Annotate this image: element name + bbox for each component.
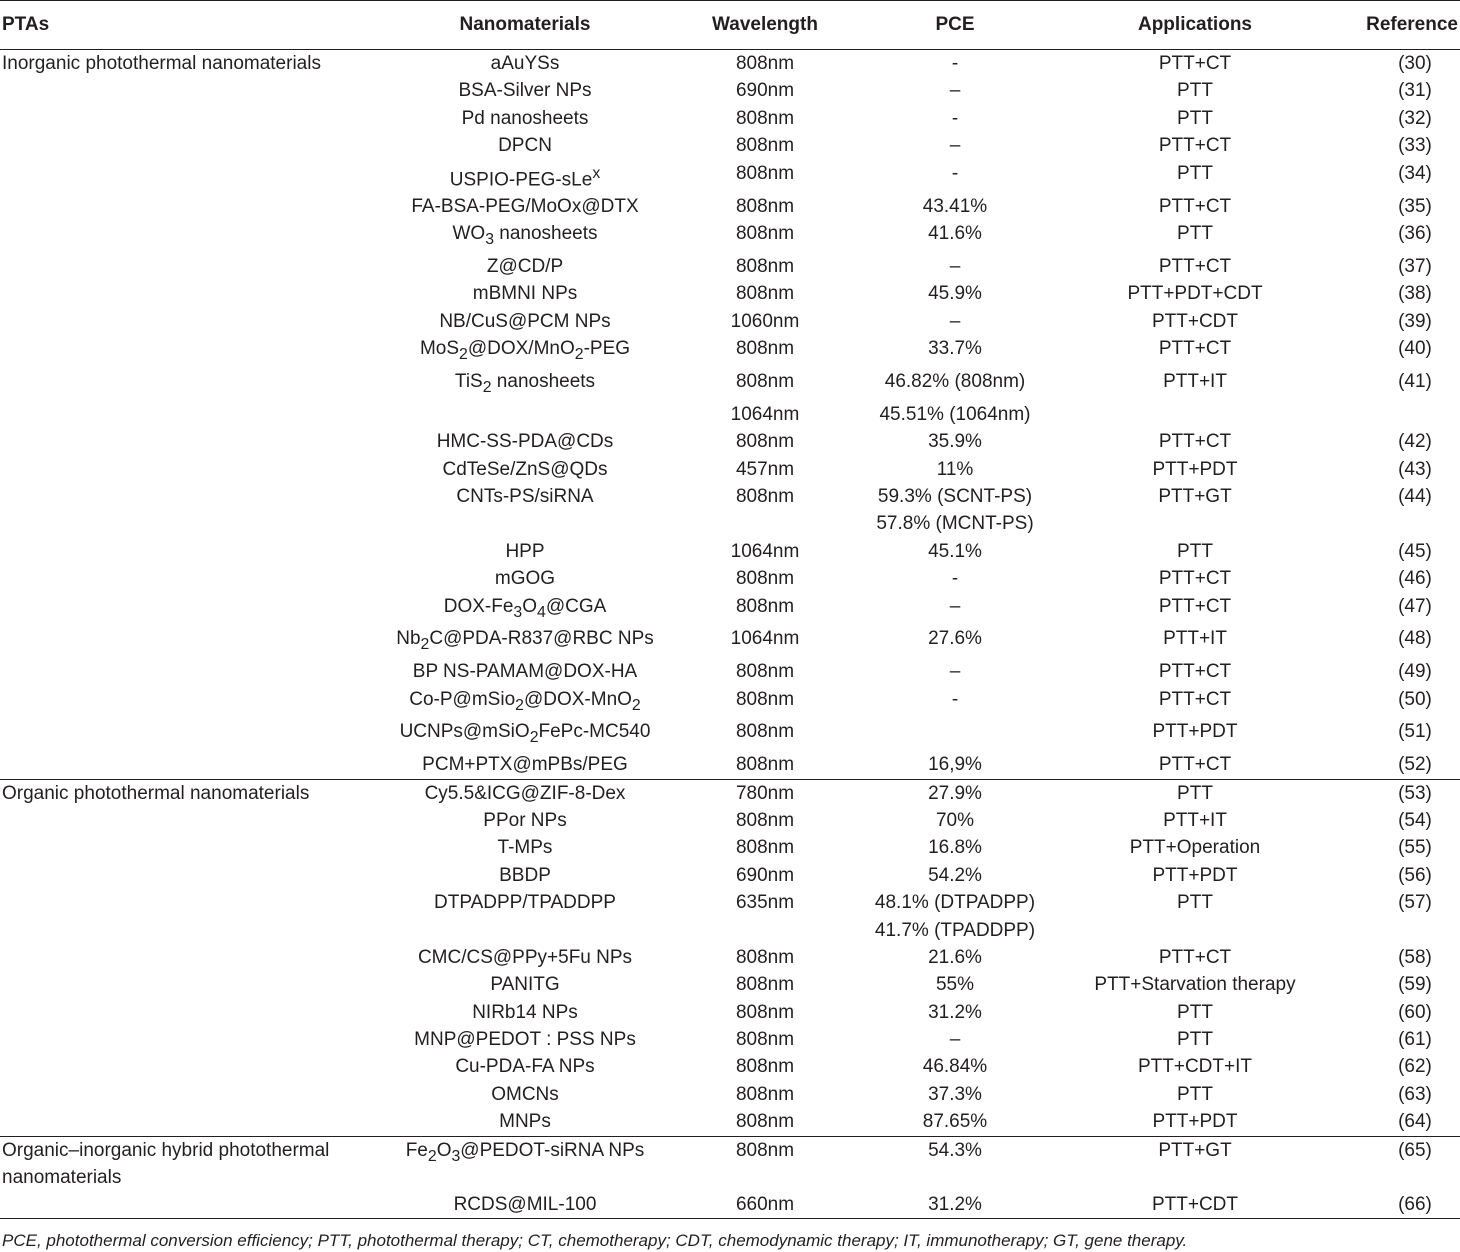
cell-category	[0, 50, 370, 78]
cell-reference: (61)	[1398, 1029, 1432, 1051]
cell-category	[0, 779, 370, 807]
cell-nanomaterial: PANITG	[490, 974, 560, 996]
cell-wavelength: 457nm	[735, 458, 795, 480]
table-row	[0, 50, 1460, 78]
table-row	[0, 1108, 1460, 1136]
cell-pce: 48.1% (DTPADPP)	[874, 892, 1036, 914]
cell-category	[0, 335, 370, 368]
table-row	[0, 510, 1460, 537]
cell-nanomaterial: CNTs-PS/siRNA	[456, 486, 594, 508]
cell-application: PTT+CT	[1158, 688, 1232, 710]
table-row	[0, 658, 1460, 685]
table-row	[0, 999, 1460, 1026]
cell-wavelength: 1064nm	[730, 403, 800, 425]
header-applications: Applications	[1060, 1, 1330, 50]
cell-application: PTT	[1177, 540, 1213, 562]
cell-category	[0, 971, 370, 998]
cell-category	[0, 77, 370, 104]
cell-wavelength: 690nm	[735, 864, 795, 886]
cell-pce: 54.3%	[850, 1136, 1060, 1191]
cell-application: PTT+Operation	[1129, 837, 1261, 859]
cell-reference: (52)	[1398, 754, 1432, 776]
cell-wavelength: 808nm	[735, 1111, 795, 1133]
cell-pce: 27.6%	[928, 628, 982, 650]
cell-pce: 45.51% (1064nm)	[879, 403, 1031, 425]
cell-wavelength: 660nm	[680, 1191, 850, 1219]
cell-wavelength: 808nm	[735, 283, 795, 305]
cell-reference: (50)	[1398, 688, 1432, 710]
table-row	[0, 220, 1460, 253]
cell-wavelength: 808nm	[735, 1001, 795, 1023]
table-row	[0, 1081, 1460, 1108]
cell-reference: (57)	[1398, 892, 1432, 914]
cell-nanomaterial: NIRb14 NPs	[472, 1001, 578, 1023]
cell-nanomaterial: aAuYSs	[370, 50, 680, 78]
table-row	[0, 368, 1460, 401]
cell-reference: (30)	[1330, 50, 1460, 78]
cell-pce: 27.9%	[850, 779, 1060, 807]
cell-application: PTT+CT	[1158, 661, 1232, 683]
cell-wavelength	[680, 510, 850, 537]
cell-reference: (66)	[1330, 1191, 1460, 1219]
cell-nanomaterial: Z@CD/P	[486, 256, 564, 278]
cell-application: PTT	[1177, 892, 1213, 914]
cell-nanomaterial: mBMNI NPs	[472, 283, 578, 305]
cell-application: PTT+CT	[1158, 754, 1232, 776]
cell-wavelength: 808nm	[735, 135, 795, 157]
cell-category	[0, 751, 370, 779]
cell-reference	[1330, 510, 1460, 537]
cell-wavelength: 808nm	[735, 754, 795, 776]
cell-application: PTT	[1177, 1001, 1213, 1023]
cell-category	[0, 862, 370, 889]
table-row	[0, 401, 1460, 428]
cell-nanomaterial: Cy5.5&ICG@ZIF-8-Dex	[370, 779, 680, 807]
cell-pce: 11%	[936, 458, 974, 480]
cell-pce: –	[949, 1029, 961, 1051]
cell-reference: (53)	[1330, 779, 1460, 807]
cell-nanomaterial: MoS$_2$@DOX/MnO$_2$-PEG	[419, 338, 631, 364]
cell-wavelength: 808nm	[735, 486, 795, 508]
cell-nanomaterial: MNP@PEDOT : PSS NPs	[414, 1029, 636, 1051]
cell-wavelength: 1060nm	[730, 310, 800, 332]
cell-wavelength: 808nm	[735, 223, 795, 245]
table-row	[0, 428, 1460, 455]
table-row	[0, 105, 1460, 132]
table-row	[0, 807, 1460, 834]
table-row	[0, 565, 1460, 592]
header-ptas: PTAs	[0, 1, 370, 50]
cell-reference: (62)	[1398, 1056, 1432, 1078]
cell-wavelength: 808nm	[735, 431, 795, 453]
cell-wavelength: 808nm	[735, 162, 795, 184]
cell-application: PTT+CT	[1158, 595, 1232, 617]
cell-wavelength: 690nm	[735, 80, 795, 102]
cell-reference: (65)	[1330, 1136, 1460, 1191]
cell-nanomaterial: Pd nanosheets	[461, 107, 589, 129]
cell-wavelength: 780nm	[680, 779, 850, 807]
cell-wavelength: 808nm	[735, 974, 795, 996]
header-row	[0, 1, 1460, 50]
cell-category	[0, 456, 370, 483]
table-row	[0, 751, 1460, 779]
cell-category	[0, 718, 370, 751]
cell-category	[0, 193, 370, 220]
cell-pce: -	[951, 162, 959, 184]
table-row	[0, 686, 1460, 719]
table-row	[0, 483, 1460, 510]
table-row	[0, 253, 1460, 280]
cell-nanomaterial: BSA-Silver NPs	[458, 80, 592, 102]
header-wavelength: Wavelength	[680, 1, 850, 50]
cell-application: PTT+CT	[1060, 50, 1330, 78]
table-row	[0, 779, 1460, 807]
cell-category	[0, 593, 370, 626]
cell-reference: (51)	[1398, 721, 1432, 743]
table-row	[0, 132, 1460, 159]
cell-wavelength: 808nm	[735, 371, 795, 393]
cell-nanomaterial	[370, 401, 680, 428]
table-row	[0, 917, 1460, 944]
cell-pce: 45.9%	[928, 283, 982, 305]
cell-wavelength: 1064nm	[730, 540, 800, 562]
cell-nanomaterial: PCM+PTX@mPBs/PEG	[422, 754, 628, 776]
cell-pce: 43.41%	[922, 195, 988, 217]
cell-wavelength: 808nm	[735, 1029, 795, 1051]
cell-application: PTT+IT	[1163, 371, 1227, 393]
table-row	[0, 944, 1460, 971]
cell-application: PTT	[1177, 80, 1213, 102]
table-row	[0, 718, 1460, 751]
cell-pce: –	[949, 661, 961, 683]
cell-application: PTT	[1177, 107, 1213, 129]
cell-category	[0, 308, 370, 335]
cell-reference: (39)	[1398, 310, 1432, 332]
cell-category	[0, 1026, 370, 1053]
cell-nanomaterial	[370, 917, 680, 944]
cell-nanomaterial: $WO_3$ nanosheets	[452, 223, 598, 249]
cell-reference	[1330, 401, 1460, 428]
cell-nanomaterial: MNPs	[499, 1111, 551, 1133]
cell-pce: 70%	[935, 809, 975, 831]
cell-pce: –	[949, 135, 961, 157]
cell-reference: (44)	[1398, 486, 1432, 508]
cell-reference: (60)	[1398, 1001, 1432, 1023]
cell-reference: (58)	[1398, 946, 1432, 968]
cell-category	[0, 1108, 370, 1136]
cell-nanomaterial: Co-P@mSio$_2$@DOX-MnO$_2$	[409, 688, 641, 714]
cell-application: PTT+PDT	[1152, 1111, 1238, 1133]
cell-category	[0, 428, 370, 455]
header-nanomaterials: Nanomaterials	[370, 1, 680, 50]
cell-wavelength: 808nm	[735, 595, 795, 617]
cell-wavelength: 808nm	[735, 107, 795, 129]
cell-wavelength: 808nm	[735, 837, 795, 859]
cell-pce: -	[951, 568, 959, 590]
cell-category	[0, 160, 370, 193]
cell-nanomaterial: $Fe_2O_3@PEDOT$-siRNA NPs	[370, 1136, 680, 1191]
cell-pce: 46.82% (808nm)	[884, 371, 1026, 393]
cell-category	[0, 686, 370, 719]
cell-reference: (40)	[1398, 338, 1432, 360]
table-footnote: PCE, photothermal conversion efficiency; PTT, photothermal therapy; CT, chemotherapy; CDT, chemodynamic therapy; IT, immunotherapy; GT, gene therapy.	[2, 1231, 1188, 1251]
cell-application: PTT+CT	[1158, 135, 1232, 157]
cell-application: PTT+CT	[1158, 338, 1232, 360]
cell-pce: 16.8%	[928, 837, 982, 859]
cell-category	[0, 220, 370, 253]
cell-category	[0, 1053, 370, 1080]
cell-application: PTT+GT	[1158, 486, 1232, 508]
cell-reference: (56)	[1398, 864, 1432, 886]
cell-pce: 21.6%	[928, 946, 982, 968]
cell-nanomaterial: CdTeSe/ZnS@QDs	[442, 458, 608, 480]
cell-wavelength: 808nm	[735, 1056, 795, 1078]
cell-category	[0, 999, 370, 1026]
category-label: Organic photothermal nanomaterials	[2, 782, 310, 804]
cell-pce: 31.2%	[928, 1001, 982, 1023]
cell-category	[0, 538, 370, 565]
cell-nanomaterial: Cu-PDA-FA NPs	[455, 1056, 595, 1078]
cell-nanomaterial: DTPADPP/TPADDPP	[434, 892, 616, 914]
cell-pce: 16,9%	[928, 754, 982, 776]
header-pce: PCE	[850, 1, 1060, 50]
cell-pce: -	[850, 50, 1060, 78]
table-row	[0, 456, 1460, 483]
cell-wavelength: 808nm	[680, 1136, 850, 1191]
table-row	[0, 1136, 1460, 1191]
cell-reference: (32)	[1398, 107, 1432, 129]
cell-application: PTT+CDT	[1060, 1191, 1330, 1219]
cell-reference: (42)	[1398, 431, 1432, 453]
cell-reference: (37)	[1398, 256, 1432, 278]
cell-application: PTT+CT	[1158, 946, 1232, 968]
cell-nanomaterial: FA-BSA-PEG/MoOx@DTX	[411, 195, 639, 217]
cell-wavelength: 1064nm	[730, 628, 800, 650]
cell-application	[1060, 917, 1330, 944]
table-row	[0, 160, 1460, 193]
cell-wavelength: 808nm	[735, 721, 795, 743]
cell-pce: 45.1%	[928, 540, 982, 562]
cell-reference: (38)	[1398, 283, 1432, 305]
cell-pce: –	[949, 256, 961, 278]
cell-pce: 41.7% (TPADDPP)	[874, 919, 1036, 941]
cell-pce: 31.2%	[850, 1191, 1060, 1219]
cell-nanomaterial: DPCN	[498, 135, 552, 157]
cell-application: PTT+PDT	[1152, 864, 1238, 886]
cell-pce: 59.3% (SCNT-PS)	[877, 486, 1033, 508]
cell-category	[0, 280, 370, 307]
cell-category	[0, 1081, 370, 1108]
cell-reference: (63)	[1398, 1083, 1432, 1105]
cell-nanomaterial: $Nb_2C@PDA-R837@RBC$ NPs	[396, 628, 654, 654]
cell-pce: 37.3%	[928, 1083, 982, 1105]
cell-application: PTT	[1060, 779, 1330, 807]
cell-category	[0, 132, 370, 159]
cell-nanomaterial: UCNPs@mSiO$_2$FePc-MC540	[399, 721, 651, 747]
cell-reference: (46)	[1398, 568, 1432, 590]
cell-reference: (55)	[1398, 837, 1432, 859]
cell-reference: (48)	[1398, 628, 1432, 650]
table-row	[0, 625, 1460, 658]
cell-pce: –	[949, 595, 961, 617]
cell-reference: (35)	[1398, 195, 1432, 217]
cell-category	[0, 625, 370, 658]
cell-pce: 57.8% (MCNT-PS)	[876, 513, 1034, 535]
cell-category	[0, 368, 370, 401]
cell-application: PTT	[1177, 1029, 1213, 1051]
cell-wavelength: 808nm	[735, 661, 795, 683]
cell-nanomaterial: CMC/CS@PPy+5Fu NPs	[417, 946, 633, 968]
cell-reference	[1330, 917, 1460, 944]
cell-nanomaterial: OMCNs	[491, 1083, 559, 1105]
cell-category	[0, 401, 370, 428]
cell-reference: (49)	[1398, 661, 1432, 683]
cell-application: PTT+PDT+CDT	[1127, 283, 1263, 305]
cell-category	[0, 253, 370, 280]
cell-reference: (43)	[1398, 458, 1432, 480]
cell-wavelength: 808nm	[735, 946, 795, 968]
cell-application: PTT+CDT	[1151, 310, 1239, 332]
cell-application: PTT+CT	[1158, 431, 1232, 453]
table-row	[0, 335, 1460, 368]
cell-application: PTT+CT	[1158, 568, 1232, 590]
cell-wavelength: 808nm	[735, 195, 795, 217]
cell-application	[1060, 401, 1330, 428]
table-row	[0, 538, 1460, 565]
cell-pce: 35.9%	[928, 431, 982, 453]
cell-category	[0, 889, 370, 916]
cell-category	[0, 105, 370, 132]
cell-nanomaterial: RCDS@MIL-100	[370, 1191, 680, 1219]
cell-nanomaterial: BBDP	[499, 864, 551, 886]
table-row	[0, 862, 1460, 889]
cell-category	[0, 510, 370, 537]
cell-category	[0, 658, 370, 685]
cell-application: PTT+CT	[1158, 256, 1232, 278]
category-label: Organic–inorganic hybrid photothermal nanomaterials	[2, 1139, 330, 1188]
cell-application: PTT+GT	[1060, 1136, 1330, 1191]
cell-wavelength: 808nm	[735, 809, 795, 831]
cell-wavelength: 808nm	[735, 568, 795, 590]
cell-pce: 87.65%	[922, 1111, 988, 1133]
cell-nanomaterial: mGOG	[494, 568, 556, 590]
table-body	[0, 50, 1460, 1219]
cell-wavelength: 635nm	[735, 892, 795, 914]
cell-application: PTT+CDT+IT	[1137, 1056, 1252, 1078]
cell-pce: 46.84%	[922, 1056, 988, 1078]
cell-application: PTT	[1177, 162, 1213, 184]
cell-reference: (31)	[1398, 80, 1432, 102]
cell-application: PTT+CT	[1158, 195, 1232, 217]
cell-pce: 41.6%	[928, 223, 982, 245]
cell-nanomaterial: HPP	[505, 540, 545, 562]
cell-pce: 33.7%	[928, 338, 982, 360]
cell-wavelength: 808nm	[735, 256, 795, 278]
cell-pce: -	[951, 107, 959, 129]
cell-wavelength	[680, 917, 850, 944]
cell-nanomaterial	[370, 510, 680, 537]
cell-nanomaterial: T-MPs	[497, 837, 553, 859]
cell-wavelength: 808nm	[735, 338, 795, 360]
table-row	[0, 1026, 1460, 1053]
cell-nanomaterial: TiS$_2$ nanosheets	[454, 371, 596, 396]
cell-pce: –	[949, 310, 961, 332]
table-row	[0, 280, 1460, 307]
cell-reference: (34)	[1398, 162, 1432, 184]
cell-category	[0, 1136, 370, 1191]
cell-application: PTT+Starvation therapy	[1094, 974, 1296, 996]
cell-reference: (33)	[1398, 135, 1432, 157]
table-row	[0, 1191, 1460, 1219]
cell-nanomaterial: NB/CuS@PCM NPs	[439, 310, 611, 332]
cell-nanomaterial: PPor NPs	[483, 809, 567, 831]
category-label: Inorganic photothermal nanomaterials	[2, 53, 321, 74]
cell-pce: -	[951, 688, 959, 710]
cell-category	[0, 1191, 370, 1219]
cell-reference: (45)	[1398, 540, 1432, 562]
cell-wavelength: 808nm	[680, 50, 850, 78]
table-row	[0, 889, 1460, 916]
cell-reference: (41)	[1398, 371, 1432, 393]
cell-reference: (36)	[1398, 223, 1432, 245]
cell-application: PTT	[1177, 223, 1213, 245]
cell-reference: (64)	[1398, 1111, 1432, 1133]
cell-application: PTT+PDT	[1152, 458, 1238, 480]
cell-nanomaterial: HMC-SS-PDA@CDs	[436, 431, 614, 453]
table-row	[0, 1053, 1460, 1080]
table-row	[0, 193, 1460, 220]
cell-application: PTT	[1177, 1083, 1213, 1105]
cell-reference: (59)	[1398, 974, 1432, 996]
cell-reference: (47)	[1398, 595, 1432, 617]
cell-nanomaterial: DOX-$Fe_3O_4@CGA$	[443, 595, 607, 621]
cell-pce: 55%	[935, 974, 975, 996]
cell-application: PTT+IT	[1163, 809, 1227, 831]
table-row	[0, 77, 1460, 104]
cell-wavelength: 808nm	[735, 1083, 795, 1105]
table-row	[0, 593, 1460, 626]
table-row	[0, 834, 1460, 861]
table-row	[0, 971, 1460, 998]
header-reference: Reference	[1330, 1, 1460, 50]
table-row	[0, 308, 1460, 335]
cell-pce: 54.2%	[928, 864, 982, 886]
cell-application: PTT+PDT	[1152, 721, 1238, 743]
cell-category	[0, 565, 370, 592]
cell-category	[0, 483, 370, 510]
cell-wavelength: 808nm	[735, 688, 795, 710]
cell-application	[1060, 510, 1330, 537]
cell-reference: (54)	[1398, 809, 1432, 831]
cell-nanomaterial: USPIO-PEG-sLe$^x$	[449, 164, 601, 190]
cell-category	[0, 834, 370, 861]
cell-pce	[850, 718, 1060, 751]
cell-application: PTT+IT	[1163, 628, 1227, 650]
cell-nanomaterial: BP NS-PAMAM@DOX-HA	[412, 661, 638, 683]
table-header	[0, 1, 1460, 50]
cell-category	[0, 917, 370, 944]
cell-category	[0, 807, 370, 834]
cell-category	[0, 944, 370, 971]
cell-pce: –	[949, 80, 961, 102]
